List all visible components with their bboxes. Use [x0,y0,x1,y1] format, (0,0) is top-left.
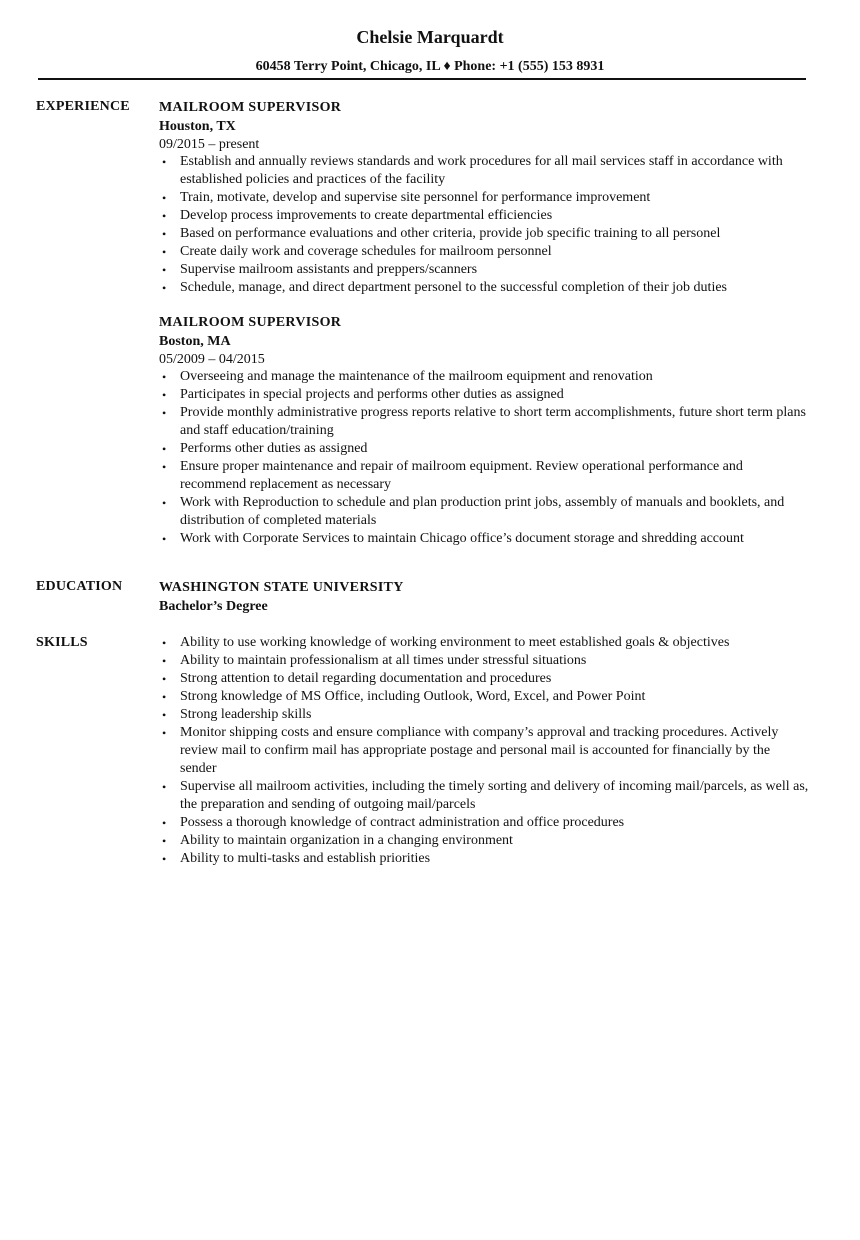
bullet-icon: • [162,532,167,546]
job-dates: 05/2009 – 04/2015 [159,352,265,367]
bullet-text: Ability to use working knowledge of working environment to meet established goals & objectives [180,635,730,650]
school-name: WASHINGTON STATE UNIVERSITY [159,580,404,595]
bullet-icon: • [162,852,167,866]
bullet-item [159,243,809,261]
bullet-item [159,207,809,225]
experience-body [159,98,809,548]
bullet-item [159,670,809,688]
bullet-icon: • [162,209,167,223]
bullet-text: Create daily work and coverage schedules for mailroom personnel [180,244,552,259]
bullet-icon: • [162,155,167,169]
job-entry [159,313,809,548]
bullet-text: Ensure proper maintenance and repair of mailroom equipment. Review operational performance and recommend replacement as necessary [180,459,743,492]
header-divider [38,78,806,80]
bullet-text: Schedule, manage, and direct department personel to the successful completion of their job duties [180,280,727,295]
bullet-text: Strong leadership skills [180,707,312,722]
bullet-icon: • [162,636,167,650]
bullet-icon: • [162,191,167,205]
job-location: Houston, TX [159,119,236,134]
bullet-icon: • [162,834,167,848]
bullet-text: Develop process improvements to create departmental efficiencies [180,208,553,223]
bullet-text: Train, motivate, develop and supervise site personnel for performance improvement [180,190,651,205]
bullet-text: Performs other duties as assigned [180,441,368,456]
bullet-item [159,494,809,530]
bullet-item [159,778,809,814]
bullet-text: Strong attention to detail regarding documentation and procedures [180,671,552,686]
bullet-item [159,688,809,706]
bullet-icon: • [162,708,167,722]
bullet-item [159,440,809,458]
bullet-icon: • [162,496,167,510]
bullet-icon: • [162,442,167,456]
bullet-item [159,261,809,279]
bullet-text: Work with Reproduction to schedule and plan production print jobs, assembly of manuals and booklets, and distribution of completed materials [180,495,785,528]
bullet-text: Supervise mailroom assistants and preppers/scanners [180,262,478,277]
bullet-item [159,386,809,404]
job-bullets [159,153,809,297]
bullet-item [159,634,809,652]
bullet-item [159,850,809,868]
job-title: MAILROOM SUPERVISOR [159,315,342,330]
bullet-icon: • [162,263,167,277]
bullet-item [159,832,809,850]
bullet-text: Ability to multi-tasks and establish priorities [180,851,431,866]
bullet-icon: • [162,227,167,241]
bullet-text: Overseeing and manage the maintenance of the mailroom equipment and renovation [180,369,653,384]
bullet-icon: • [162,726,167,740]
bullet-icon: • [162,370,167,384]
bullet-icon: • [162,780,167,794]
job-dates: 09/2015 – present [159,137,260,152]
bullet-item [159,368,809,386]
section-label-experience: EXPERIENCE [36,99,130,114]
bullet-text: Ability to maintain professionalism at all times under stressful situations [180,653,587,668]
bullet-text: Ability to maintain organization in a changing environment [180,833,513,848]
bullet-icon: • [162,388,167,402]
bullet-item [159,404,809,440]
bullet-text: Strong knowledge of MS Office, including Outlook, Word, Excel, and Power Point [180,689,646,704]
bullet-icon: • [162,672,167,686]
bullet-text: Based on performance evaluations and other criteria, provide job specific training to all personel [180,226,721,241]
bullet-icon: • [162,406,167,420]
bullet-item [159,279,809,297]
bullet-icon: • [162,245,167,259]
bullet-item [159,458,809,494]
bullet-text: Establish and annually reviews standards and work procedures for all mail services staff in accordance with established policies and practices of the facility [180,154,783,187]
bullet-text: Participates in special projects and performs other duties as assigned [180,387,564,402]
bullet-item [159,153,809,189]
bullet-item [159,814,809,832]
bullet-icon: • [162,816,167,830]
skills-bullets [159,634,809,868]
bullet-text: Supervise all mailroom activities, including the timely sorting and delivery of incoming mail/parcels, as well as, the preparation and sending of outgoing mail/parcels [180,779,809,812]
job-location: Boston, MA [159,334,231,349]
bullet-text: Monitor shipping costs and ensure compliance with company’s approval and tracking procedures. Actively review mail to confirm mail has appropriate postage and personal mail is accounted for financially by the sender [180,725,779,776]
degree: Bachelor’s Degree [159,599,268,614]
bullet-icon: • [162,654,167,668]
job-title: MAILROOM SUPERVISOR [159,100,342,115]
bullet-text: Work with Corporate Services to maintain Chicago office’s document storage and shredding account [180,531,744,546]
bullet-item [159,652,809,670]
bullet-item [159,225,809,243]
education-body [159,578,809,616]
job-bullets [159,368,809,548]
candidate-name: Chelsie Marquardt [356,27,504,47]
bullet-item [159,189,809,207]
job-entry [159,98,809,297]
bullet-item [159,706,809,724]
bullet-icon: • [162,281,167,295]
bullet-text: Possess a thorough knowledge of contract administration and office procedures [180,815,625,830]
bullet-icon: • [162,460,167,474]
bullet-text: Provide monthly administrative progress reports relative to short term accomplishments, future short term plans and staff education/training [180,405,806,438]
bullet-item [159,724,809,778]
bullet-icon: • [162,690,167,704]
contact-line: 60458 Terry Point, Chicago, IL ♦ Phone: +1 (555) 153 8931 [255,59,605,74]
section-label-education: EDUCATION [36,579,123,594]
section-label-skills: SKILLS [36,635,88,650]
skills-body [159,634,809,868]
bullet-item [159,530,809,548]
